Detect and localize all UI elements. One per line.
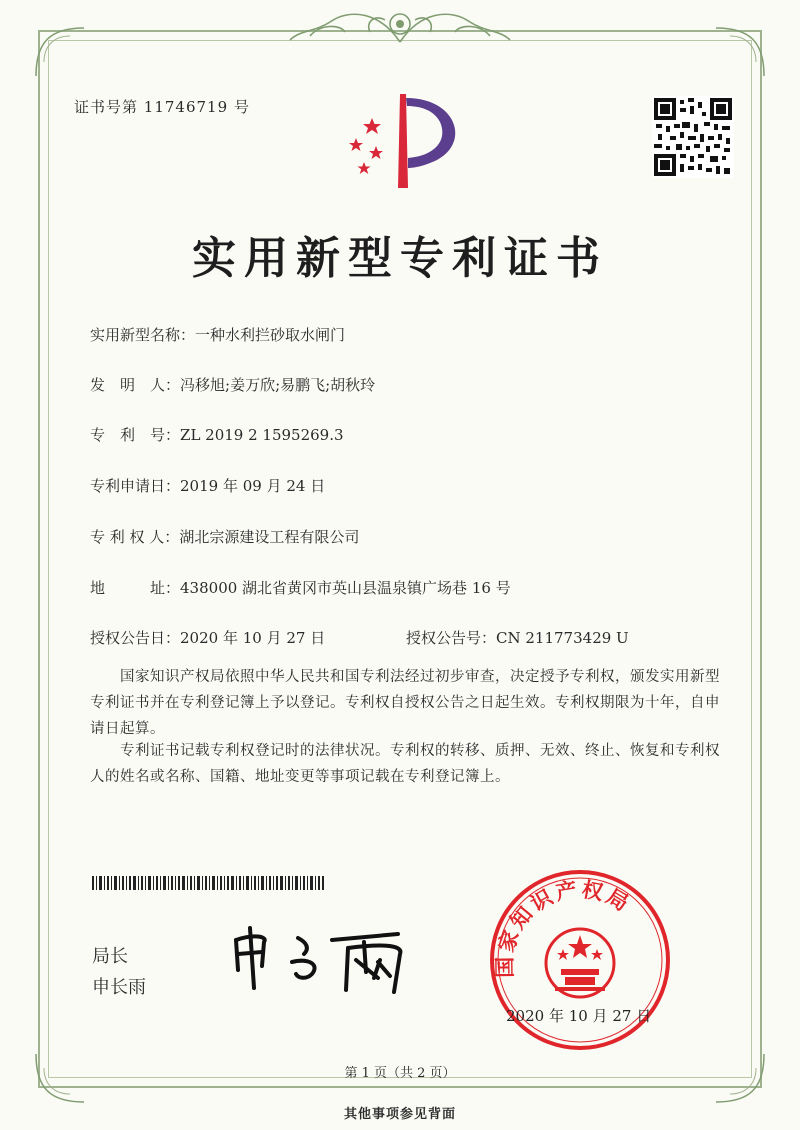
page-indicator: 第 1 页（共 2 页） (344, 1066, 456, 1081)
seal-text: 国家知识产权局 (492, 877, 636, 978)
director-title: 局长 (92, 946, 128, 967)
address-row (90, 577, 511, 598)
application-date-row (90, 475, 325, 496)
patent-office-emblem-icon (340, 88, 470, 198)
corner-ornament (30, 22, 90, 82)
grant-number-value: CN 211773429 U (496, 629, 629, 647)
inventor-label: 发 明 人： (90, 376, 181, 394)
certificate-number-label: 证书号第 (74, 98, 139, 116)
patentee-value: 湖北宗源建设工程有限公司 (179, 528, 360, 546)
patent-number-row (90, 424, 344, 445)
handwritten-signature (228, 918, 428, 998)
utility-model-name-label: 实用新型名称： (90, 326, 196, 344)
inventor-value: 冯移旭;姜万欣;易鹏飞;胡秋玲 (180, 376, 376, 394)
top-ornament (270, 2, 530, 46)
grant-date-value: 2020 年 10 月 27 日 (180, 629, 326, 647)
grant-number-label: 授权公告号： (406, 629, 497, 647)
corner-ornament (710, 22, 770, 82)
certificate-number-suffix: 号 (233, 98, 250, 116)
barcode-icon (92, 876, 324, 890)
address-label: 地 址： (90, 579, 181, 597)
utility-model-name-value: 一种水利拦砂取水闸门 (195, 326, 346, 344)
seal-date: 2020 年 10 月 27 日 (506, 1007, 652, 1025)
legal-status-paragraph: 专利证书记载专利权登记时的法律状况。专利权的转移、质押、无效、终止、恢复和专利权人的姓名或名称、国籍、地址变更等事项记载在专利登记簿上。 (90, 743, 720, 785)
patentee-row (90, 526, 359, 547)
patent-number-label: 专 利 号： (90, 426, 181, 444)
application-date-label: 专利申请日： (90, 477, 181, 495)
grant-date-row (90, 627, 325, 648)
grant-statement-paragraph: 国家知识产权局依照中华人民共和国专利法经过初步审查，决定授予专利权，颁发实用新型专利证书并在专利登记簿上予以登记。专利权自授权公告之日起生效。专利权期限为十年，自申请日起算。 (90, 669, 720, 737)
grant-number-row (406, 627, 629, 648)
utility-model-name-row (90, 324, 345, 345)
application-date-value: 2019 年 09 月 24 日 (180, 477, 326, 495)
certificate-title: 实用新型专利证书 (192, 233, 608, 284)
certificate-number-value: 11746719 (143, 98, 229, 116)
see-back-note: 其他事项参见背面 (343, 1107, 456, 1122)
inventor-row (90, 374, 375, 395)
patentee-label: 专 利 权 人： (90, 528, 180, 546)
grant-date-label: 授权公告日： (90, 629, 181, 647)
qr-code-icon (652, 96, 734, 178)
director-name: 申长雨 (92, 977, 146, 998)
certificate-number (74, 96, 250, 117)
official-seal-stamp (485, 865, 675, 1055)
address-value: 438000 湖北省黄冈市英山县温泉镇广场巷 16 号 (180, 579, 511, 597)
patent-number-value: ZL 2019 2 1595269.3 (180, 426, 344, 444)
